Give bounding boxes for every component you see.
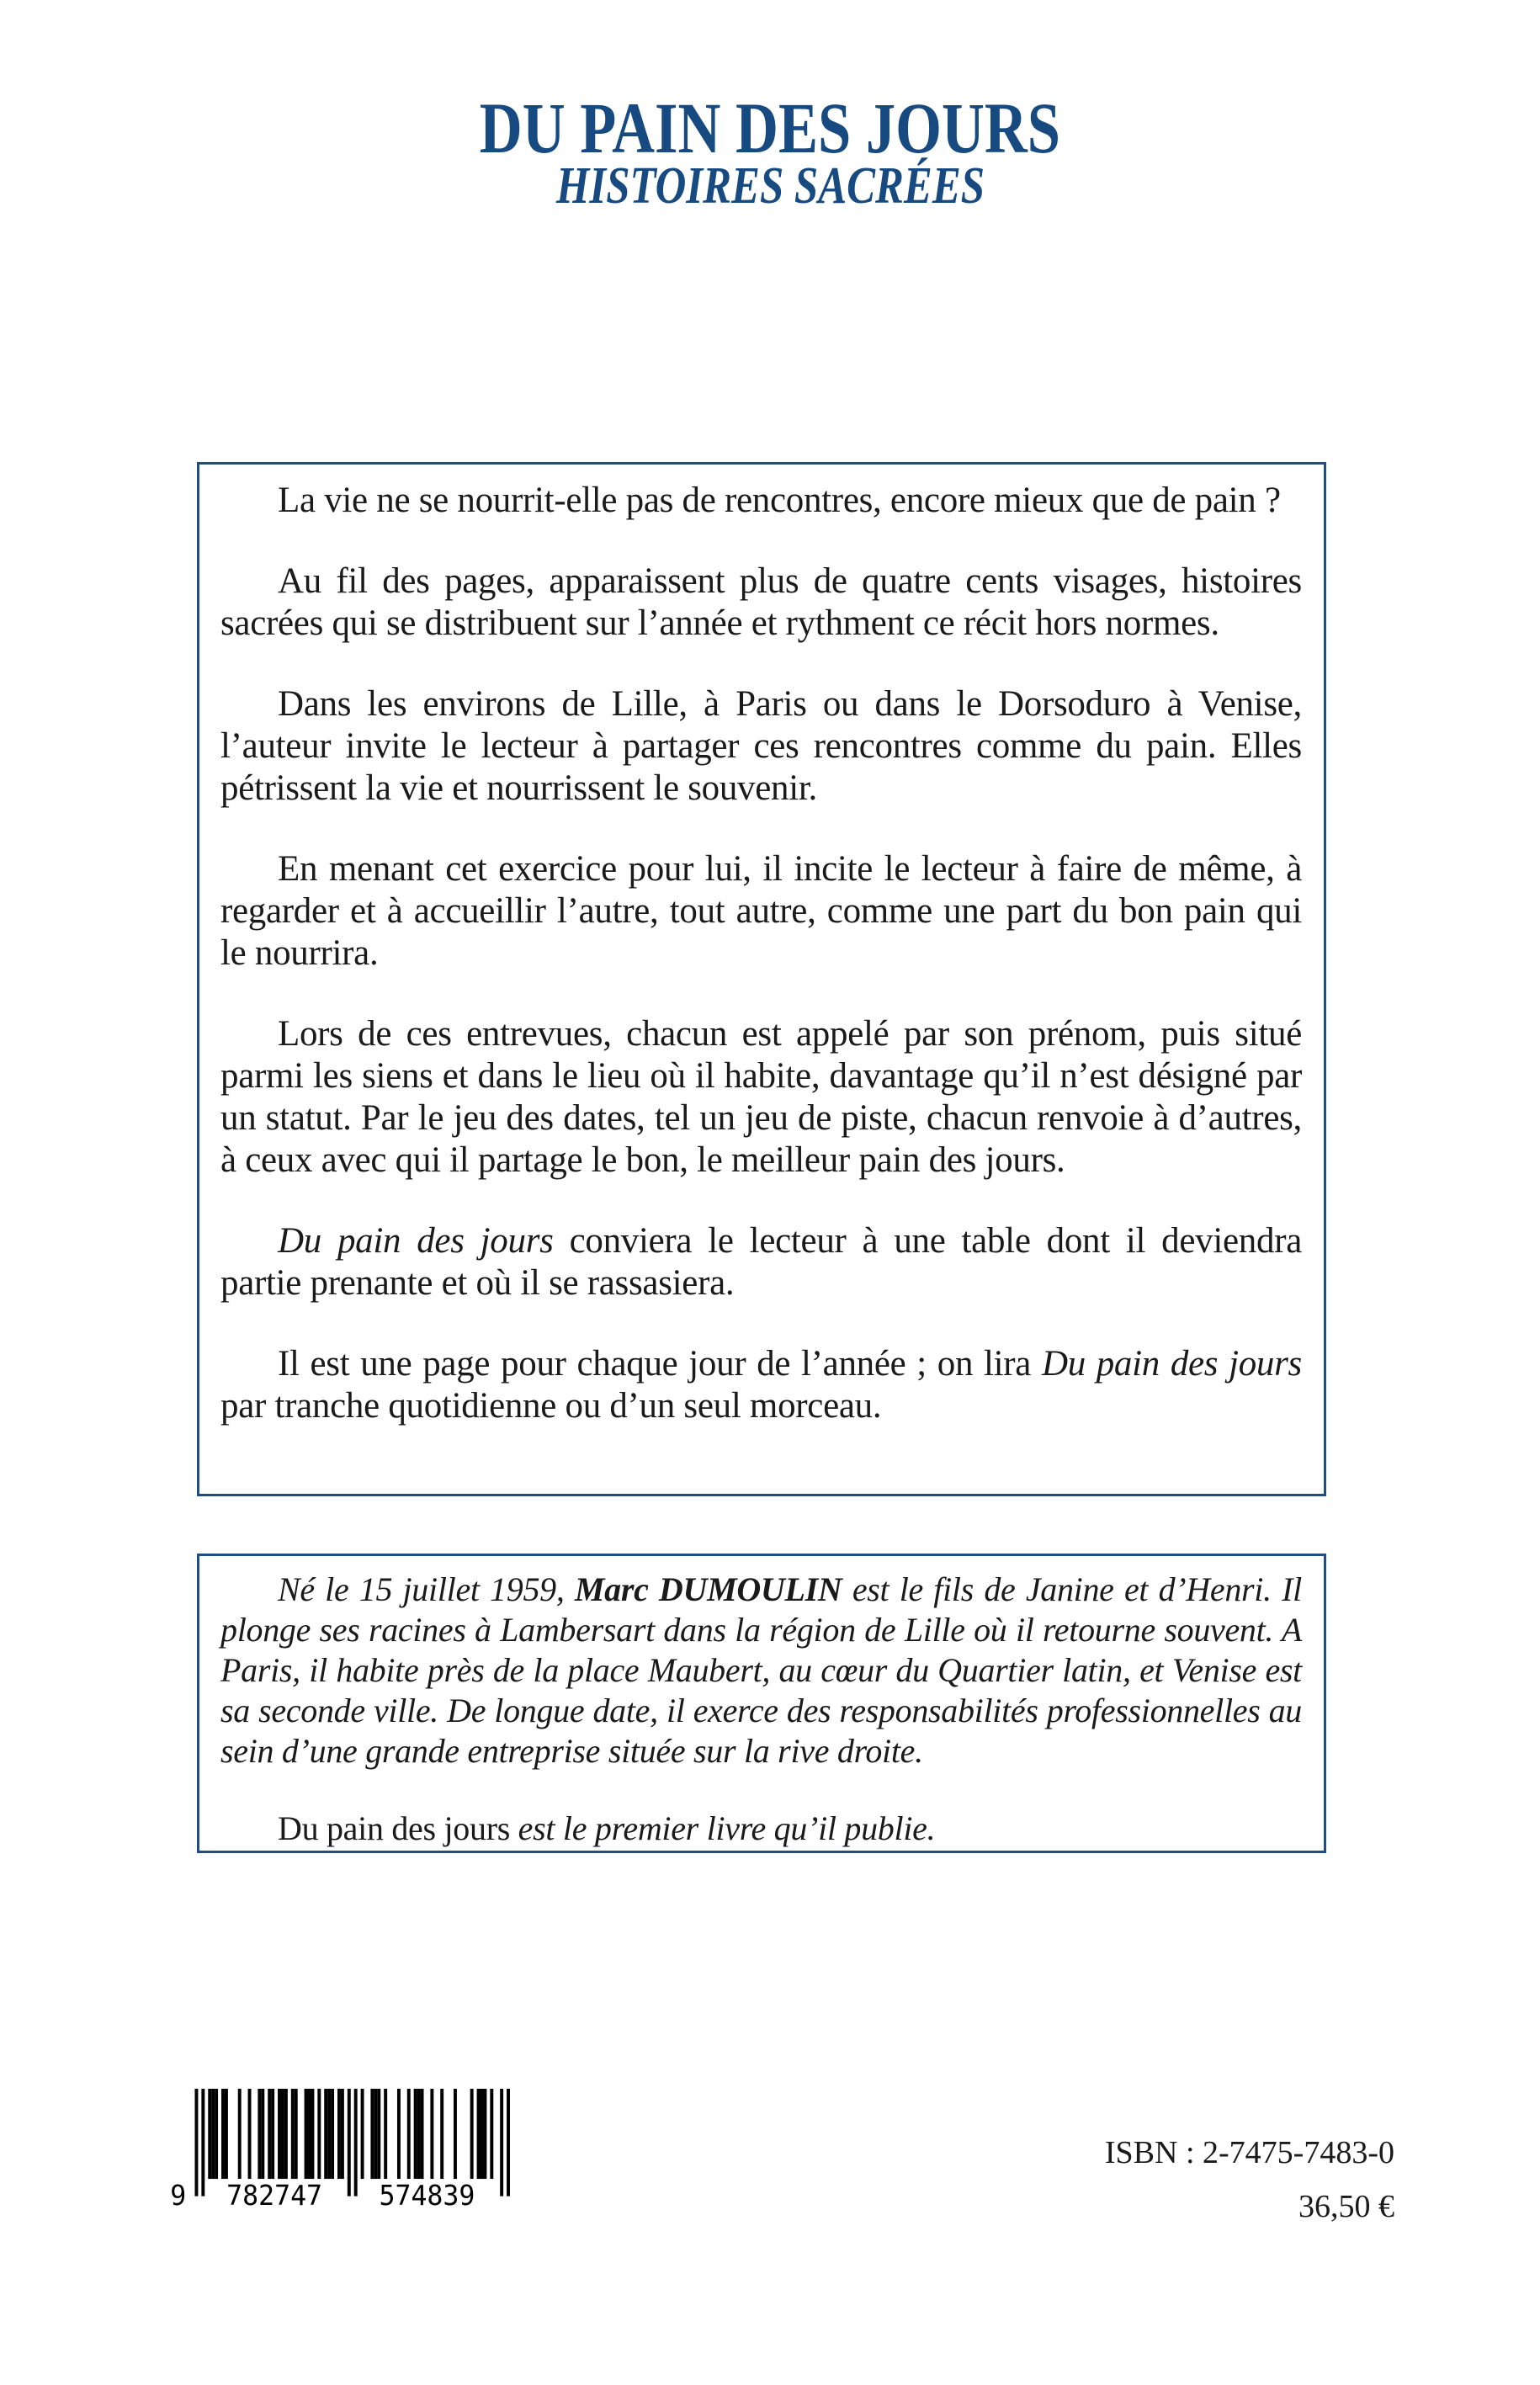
barcode-bar	[440, 2089, 443, 2179]
barcode-bar	[278, 2089, 281, 2179]
barcode-bar	[337, 2089, 341, 2179]
barcode-bar	[327, 2089, 331, 2179]
barcode-bar	[470, 2089, 474, 2179]
barcode-bar	[261, 2089, 264, 2179]
author-bio: Né le 15 juillet 1959, Marc DUMOULIN est le fils de Janine et d’Henri. Il plonge ses racines à Lambersart dans la région de Lille où il retourne souvent. A Paris, il habite près de la place Maubert, au cœur du Quartier latin, et Venise est sa seconde ville. De longue date, il exerce des responsabilités professionnelles au sein d’une grande entreprise située sur la rive droite.	[220, 1570, 1302, 1770]
barcode-bar	[417, 2089, 421, 2179]
barcode-digits: 574839	[379, 2179, 475, 2207]
barcode-bar	[308, 2089, 311, 2179]
barcode-bar	[248, 2089, 252, 2179]
barcode-bar	[291, 2089, 295, 2179]
barcode-digits: 782747	[226, 2179, 323, 2207]
barcode-bar	[507, 2089, 510, 2196]
barcode-bar	[483, 2089, 486, 2179]
author-box	[197, 1554, 1326, 1853]
barcode-bar	[208, 2089, 211, 2179]
barcode-bar	[284, 2089, 288, 2179]
barcode-bar	[454, 2089, 457, 2179]
summary-paragraph: Du pain des jours conviera le lecteur à une table dont il deviendra partie prenante et où il se rassasiera.	[220, 1221, 1303, 1303]
summary-paragraph: Lors de ces entrevues, chacun est appelé par son prénom, puis situé parmi les siens et dans le lieu où il habite, davantage qu’il n’est désigné par un statut. Par le jeu des dates, tel un jeu de piste, chacun renvoie à d’autres, à ceux avec qui il partage le bon, le meilleur pain des jours.	[220, 1014, 1302, 1180]
barcode-bar	[361, 2089, 364, 2179]
isbn: ISBN : 2-7475-7483-0	[1104, 2135, 1394, 2170]
summary-paragraph: Au fil des pages, apparaissent plus de quatre cents visages, histoires sacrées qui se distribuent sur l’année et rythment ce récit hors normes.	[220, 561, 1302, 643]
barcode-bar	[317, 2089, 321, 2179]
barcode-bar	[295, 2089, 298, 2179]
book-title: DU PAIN DES JOURS	[479, 88, 1061, 168]
barcode-bar	[407, 2089, 411, 2179]
barcode-bar	[268, 2089, 271, 2179]
barcode	[165, 2089, 510, 2207]
barcode-bar	[348, 2089, 351, 2196]
barcode-bar	[397, 2089, 401, 2179]
barcode-bar	[477, 2089, 481, 2179]
barcode-bar	[221, 2089, 225, 2179]
barcode-bar	[331, 2089, 334, 2179]
barcode-bar	[281, 2089, 284, 2179]
barcode-bar	[481, 2089, 484, 2179]
barcode-bar	[201, 2089, 204, 2196]
barcode-bar	[238, 2089, 242, 2179]
barcode-bar	[305, 2089, 308, 2179]
barcode-bar	[258, 2089, 261, 2179]
barcode-digits: 9	[170, 2179, 187, 2207]
barcode-bar	[271, 2089, 274, 2179]
barcode-bar	[211, 2089, 215, 2179]
barcode-bar	[225, 2089, 228, 2179]
barcode-bar	[430, 2089, 433, 2179]
barcode-bar	[194, 2089, 198, 2196]
barcode-bar	[215, 2089, 218, 2179]
barcode-bar	[377, 2089, 380, 2179]
book-title-italic: Du pain des jours	[1041, 1344, 1302, 1384]
barcode-bar	[500, 2089, 503, 2196]
book-subtitle: HISTOIRES SACRÉES	[555, 157, 985, 215]
summary-box	[197, 462, 1326, 1496]
summary-paragraph: En menant cet exercice pour lui, il incite le lecteur à faire de même, à regarder et à accueillir l’autre, tout autre, comme une part du bon pain qui le nourrira.	[220, 849, 1302, 973]
barcode-bar	[384, 2089, 387, 2179]
barcode-bar	[311, 2089, 314, 2179]
barcode-bar	[354, 2089, 358, 2196]
price: 36,50 €	[1298, 2189, 1394, 2224]
barcode-bar	[414, 2089, 417, 2179]
summary-paragraph: La vie ne se nourrit-elle pas de rencontres, encore mieux que de pain ?	[278, 481, 1281, 520]
barcode-bar	[341, 2089, 344, 2179]
book-title-italic: Du pain des jours	[278, 1221, 554, 1261]
barcode-bar	[370, 2089, 374, 2179]
author-book-note: Du pain des jours est le premier livre qu’il publie.	[278, 1809, 936, 1847]
summary-paragraph: Il est une page pour chaque jour de l’année ; on lira Du pain des jours par tranche quotidienne ou d’un seul morceau.	[220, 1344, 1302, 1426]
author-name: Marc DUMOULIN	[574, 1570, 842, 1608]
barcode-bar	[374, 2089, 377, 2179]
summary-paragraph: Dans les environs de Lille, à Paris ou dans le Dorsoduro à Venise, l’auteur invite le lecteur à partager ces rencontres comme du pain. Elles pétrissent la vie et nourrissent le souvenir.	[220, 684, 1302, 808]
barcode-bar	[324, 2089, 327, 2179]
barcode-bar	[421, 2089, 424, 2179]
barcode-bar	[490, 2089, 493, 2179]
